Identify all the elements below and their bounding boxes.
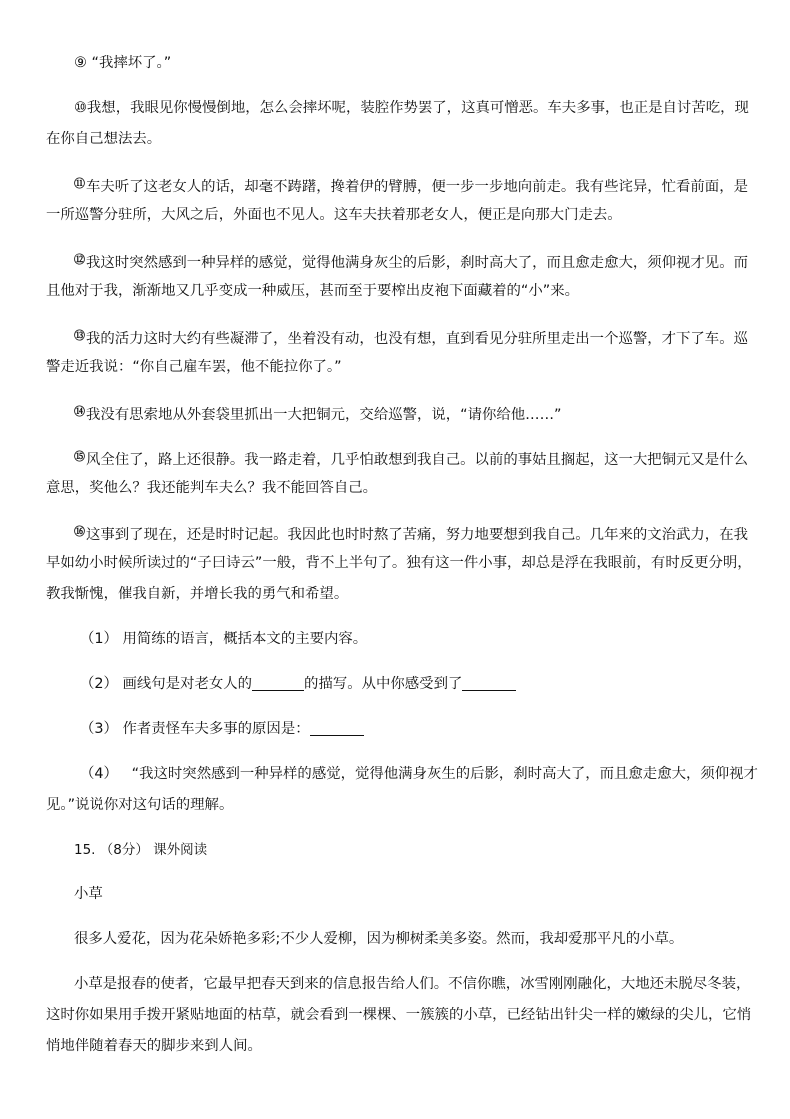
question-3 [80, 719, 364, 739]
question-text: “我这时突然感到一种异样的感觉，觉得他满身灰生的后影，刹时高大了，而且愈走愈大，须仰视才 [131, 766, 758, 782]
answer-blank[interactable] [310, 721, 364, 736]
question-text: 作者责怪车夫多事的原因是： [122, 721, 310, 737]
question-number: （2） [80, 676, 118, 692]
paragraph-16-line-3: 教我惭愧，催我自新，并增长我的勇气和希望。 [46, 586, 349, 602]
paragraph-line: “我摔坏了。” [91, 55, 172, 71]
paragraph-11-line-2: 一所巡警分驻所，大风之后，外面也不见人。这车夫扶着那老女人，便正是向那大门走去。 [46, 207, 622, 223]
paragraph-15-line-2: 意思，奖他么？我还能判车夫么？我不能回答自己。 [46, 480, 377, 496]
article-paragraph-1: 很多人爱花，因为花朵娇艳多彩;不少人爱柳，因为柳树柔美多姿。然而，我却爱那平凡的小草。 [74, 931, 684, 947]
question-number: （4） [80, 766, 118, 782]
answer-blank[interactable] [252, 676, 304, 691]
question-text: 用简练的语言，概括本文的主要内容。 [122, 631, 368, 647]
paragraph-12-line-2: 且他对于我，渐渐地又几乎变成一种威压，甚而至于要榨出皮袍下面藏着的“小”来。 [46, 283, 579, 299]
paragraph-11-line-1 [74, 174, 748, 194]
paragraph-marker: ⑭ [74, 405, 85, 418]
paragraph-marker: ⑩ [74, 100, 87, 116]
article-paragraph-2-line-3: 悄地伴随着春天的脚步来到人间。 [46, 1038, 262, 1054]
article-paragraph-2-line-2: 这时你如果用手拨开紧贴地面的枯草，就会看到一棵棵、一簇簇的小草，已经钻出针尖一样的嫩绿的尖儿，它悄 [46, 1007, 752, 1023]
paragraph-line: 我想，我眼见你慢慢倒地，怎么会摔坏呢，装腔作势罢了，这真可憎恶。车夫多事，也正是自讨苦吃，现 [86, 100, 749, 116]
paragraph-marker: ⑨ [74, 55, 87, 71]
paragraph-line: 风全住了，路上还很静。我一路走着，几乎怕敢想到我自己。以前的事姑且搁起，这一大把铜元又是什么 [86, 452, 748, 468]
question-number: （1） [80, 631, 118, 647]
paragraph-marker: ⑪ [74, 177, 85, 190]
paragraph-10-line-2: 在你自己想法去。 [46, 131, 162, 147]
paragraph-line: 我没有思索地从外套袋里抓出一大把铜元，交给巡警，说，“请你给他……” [86, 407, 562, 423]
paragraph-line: 我的活力这时大约有些凝滞了，坐着没有动，也没有想，直到看见分驻所里走出一个巡警，才下了车。巡 [86, 331, 748, 347]
question-number: （3） [80, 721, 118, 737]
paragraph-line: 车夫听了这老女人的话，却毫不踌躇，搀着伊的臂膊，便一步一步地向前走。我有些诧异，忙看前面，是 [86, 179, 748, 195]
paragraph-marker: ⑯ [74, 525, 85, 538]
question-2 [80, 674, 516, 694]
paragraph-12-line-1 [74, 250, 748, 270]
question-4-line-1 [80, 764, 758, 784]
paragraph-13-line-2: 警走近我说：“你自己雇车罢，他不能拉你了。” [46, 359, 342, 375]
paragraph-15-line-1 [74, 447, 748, 467]
paragraph-13-line-1 [74, 326, 748, 346]
paragraph-16-line-1 [74, 522, 748, 542]
paragraph-marker: ⑬ [74, 329, 85, 342]
paragraph-16-line-2: 早如幼小时候所读过的“子曰诗云”一般，背不上半句了。独有这一件小事，却总是浮在我眼前，有时反更分明， [46, 555, 752, 571]
article-title: 小草 [74, 886, 103, 902]
paragraph-marker: ⑫ [74, 253, 85, 266]
question-text-a: 画线句是对老女人的 [122, 676, 253, 692]
paragraph-9 [74, 53, 171, 73]
article-paragraph-2-line-1: 小草是报春的使者，它最早把春天到来的信息报告给人们。不信你瞧，冰雪刚刚融化，大地还未脱尽冬装， [74, 976, 751, 992]
question-1 [80, 629, 367, 649]
paragraph-14-line-1 [74, 402, 561, 422]
paragraph-10-line-1 [74, 98, 749, 118]
section-heading: 15. （8分） 课外阅读 [74, 842, 208, 858]
paragraph-line: 这事到了现在，还是时时记起。我因此也时时熬了苦痛，努力地要想到我自己。几年来的文治武力，在我 [86, 527, 748, 543]
question-text-b: 的描写。从中你感受到了 [304, 676, 463, 692]
paragraph-marker: ⑮ [74, 450, 85, 463]
question-4-line-2: 见。”说说你对这句话的理解。 [46, 797, 234, 813]
answer-blank[interactable] [462, 676, 516, 691]
paragraph-line: 我这时突然感到一种异样的感觉，觉得他满身灰尘的后影，刹时高大了，而且愈走愈大，须仰视才见。而 [86, 255, 748, 271]
